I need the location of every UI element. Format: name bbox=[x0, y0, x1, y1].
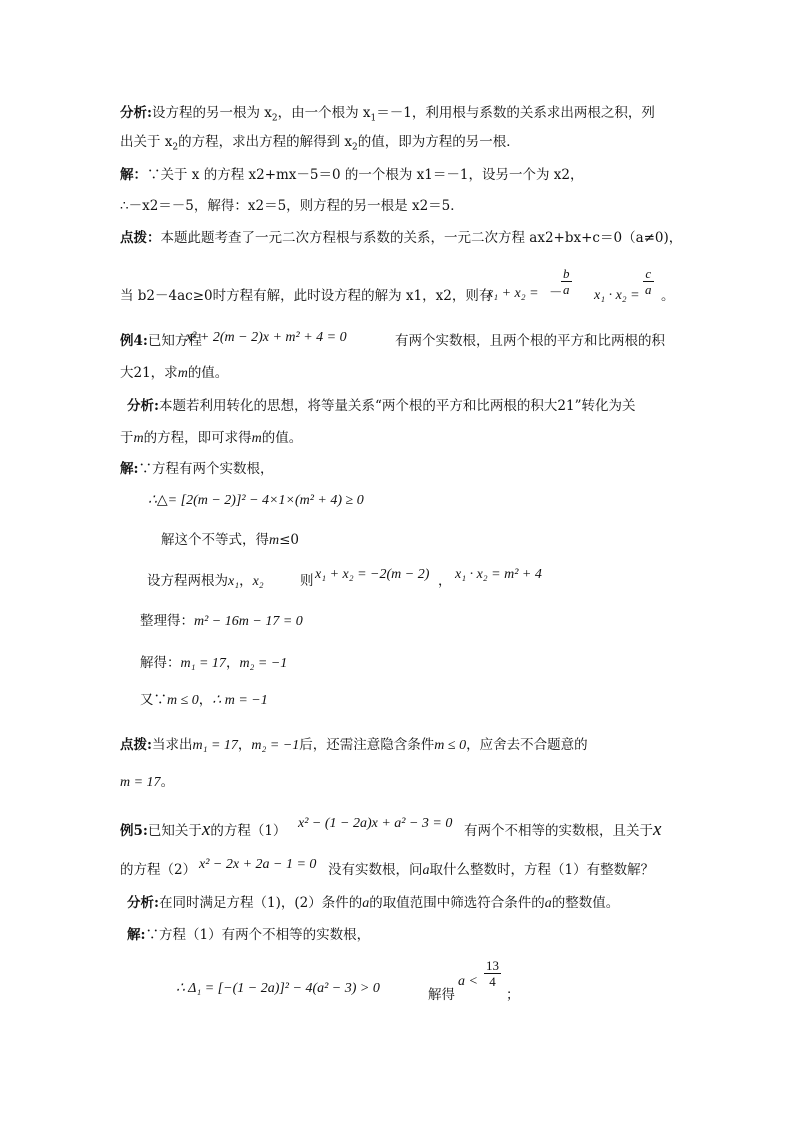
analysis-label: 分析: bbox=[120, 105, 152, 121]
example-4-solution: 解:∵方程有两个实数根， bbox=[120, 461, 274, 477]
example-4-analysis: 分析:本题若利用转化的思想，将等量关系“两个根的平方和比两根的积大21”转化为关 bbox=[127, 398, 636, 414]
example-4-label: 例4: bbox=[120, 333, 148, 349]
tip-line-2: 当 b2－4ac≥0时方程有解，此时设方程的解为 x1，x2，则有 bbox=[120, 288, 493, 304]
solved-roots: 解得：m₁ = 17，m₂ = −1 bbox=[140, 655, 288, 671]
analysis-paragraph: 分析:设方程的另一根为 $x_2$，由一个根为 $x_1=-1$，利用根与系数的关系求出两根之积，列 bbox=[120, 105, 655, 124]
neg-sign: － bbox=[549, 285, 563, 301]
example-5-analysis: 分析:在同时满足方程（1)，(2）条件的a的取值范围中筛选符合条件的a的整数值。 bbox=[127, 895, 620, 911]
example-4-analysis-cont: 于m的方程，即可求得m的值。 bbox=[120, 430, 303, 446]
vieta-product: x₁ · x₂ = m² + 4 bbox=[455, 567, 542, 582]
example-5-label: 例5: bbox=[120, 823, 148, 839]
example-5-solution: 解:∵方程（1）有两个不相等的实数根， bbox=[127, 927, 371, 943]
example-4-statement: 例4:已知方程 bbox=[120, 333, 202, 349]
example-5-equation-2: x² − 2x + 2a − 1 = 0 bbox=[199, 857, 317, 872]
example-4-equation: x² + 2(m − 2)x + m² + 4 = 0 bbox=[186, 330, 347, 345]
discriminant-inequality: ∴△= [2(m − 2)]² − 4×1×(m² + 4) ≥ 0 bbox=[148, 493, 364, 508]
roots-setup-label: 设方程两根为x₁，x₂ bbox=[147, 573, 264, 589]
example-4-tip: 点拨:当求出m₁ = 17，m₂ = −1后，还需注意隐含条件m ≤ 0，应舍去不合题意的 bbox=[120, 737, 588, 753]
tip-line-1: 点拨：本题此题考查了一元二次方程根与系数的关系，一元二次方程 ax2+bx+c＝0（a≠0)， bbox=[120, 230, 683, 246]
solution-line-1: 解：∵关于 x 的方程 x2+mx－5＝0 的一个根为 x1＝－1，设另一个为 x2， bbox=[120, 167, 584, 183]
analysis-paragraph-cont: 出关于 $x_2$的方程，求出方程的解得到 $x_2$的值，即为方程的另一根． bbox=[120, 134, 520, 153]
example-4-statement-cont: 大21，求m的值。 bbox=[120, 365, 229, 381]
simplified-equation: 整理得：m² − 16m − 17 = 0 bbox=[140, 613, 303, 629]
fraction-13-over-4: $\frac{13}{4}$ bbox=[486, 958, 499, 989]
final-answer: 又∵m ≤ 0，∴ m = −1 bbox=[140, 692, 268, 708]
inequality-result: 解这个不等式，得m≤0 bbox=[161, 532, 300, 548]
sum-formula: x₁ + x₂ = bbox=[487, 286, 539, 301]
example-4-tip-cont: m = 17。 bbox=[120, 774, 175, 790]
fraction-b-over-a: $\frac{b}{a}$ bbox=[563, 266, 570, 297]
example-5-statement-cont: 的方程（2） bbox=[120, 862, 197, 878]
vieta-sum: x₁ + x₂ = −2(m − 2) bbox=[315, 567, 430, 582]
example-5-statement: 例5:已知关于x的方程（1） bbox=[120, 819, 287, 840]
fraction-c-over-a: $\frac{c}{a}$ bbox=[645, 266, 652, 297]
example-5-discriminant: ∴ Δ₁ = [−(1 − 2a)]² − 4(a² − 3) > 0 bbox=[176, 981, 380, 996]
solution-line-2: ∴－x2＝－5，解得：x2＝5，则方程的另一根是 x2＝5． bbox=[120, 198, 464, 214]
example-5-equation-1: x² − (1 − 2a)x + a² − 3 = 0 bbox=[298, 816, 453, 831]
product-formula: x₁ · x₂ = bbox=[594, 288, 640, 303]
document-page: 分析:设方程的另一根为 $x_2$，由一个根为 $x_1=-1$，利用根与系数的关系求出两根之积，列 出关于 $x_2$的方程，求出方程的解得到 $x_2$的值，即为方程的另一根． 解：∵关于 x 的方程 x2+mx－5＝0 的一个根为 x1＝－1，设另一个为 x2， ∴－x2＝－5，解得：x2＝5，则方程的另一根是 x2＝5． 点拨：本题此题考查了一元二次方程根与系数的关系，一元二次方程 ax2+bx+c＝0（a≠0)， 当 b2－4ac≥0时方程有解，此时设方程的解为 x1，x2，则有 x₁ + x₂ = － $\frac{b}{a}$ x₁ · x₂ = $\frac{c}{a}$ 。 例4:已知方程 x² + 2(m − 2)x + m² + 4 = 0 有两个实数根，且两个根的平方和比两根的积 大21，求m的值。 分析:本题若利用转化的思想，将等量关系“两个根的平方和比两根的积大21”转化为关 于m的方程，即可求得m的值。 解:∵方程有两个实数根， ∴△= [2(m − 2)]² − 4×1×(m² + 4) ≥ 0 解这个不等式，得m≤0 设方程两根为x₁，x₂ 则 x₁ + x₂ = −2(m − 2) ， x₁ · x₂ = m² + 4 整理得：m² − 16m − 17 = 0 解得：m₁ = 17，m₂ = −1 又∵m ≤ 0，∴ m = −1 点拨:当求出m₁ = 17，m₂ = −1后，还需注意隐含条件m ≤ 0，应舍去不合题意的 m = 17。 例5:已知关于x的方程（1） x² − (1 − 2a)x + a² − 3 = 0 有两个不相等的实数根，且关于x 的方程（2） x² − 2x + 2a − 1 = 0 没有实数根，问a取什么整数时，方程（1）有整数解？ 分析:在同时满足方程（1)，(2）条件的a的取值范围中筛选符合条件的a的整数值。 解:∵方程（1）有两个不相等的实数根， ∴ Δ₁ = [−(1 − 2a)]² − 4(a² − 3) > 0 解得 a < $\frac{13}{4}$ ； bbox=[120, 105, 683, 1003]
